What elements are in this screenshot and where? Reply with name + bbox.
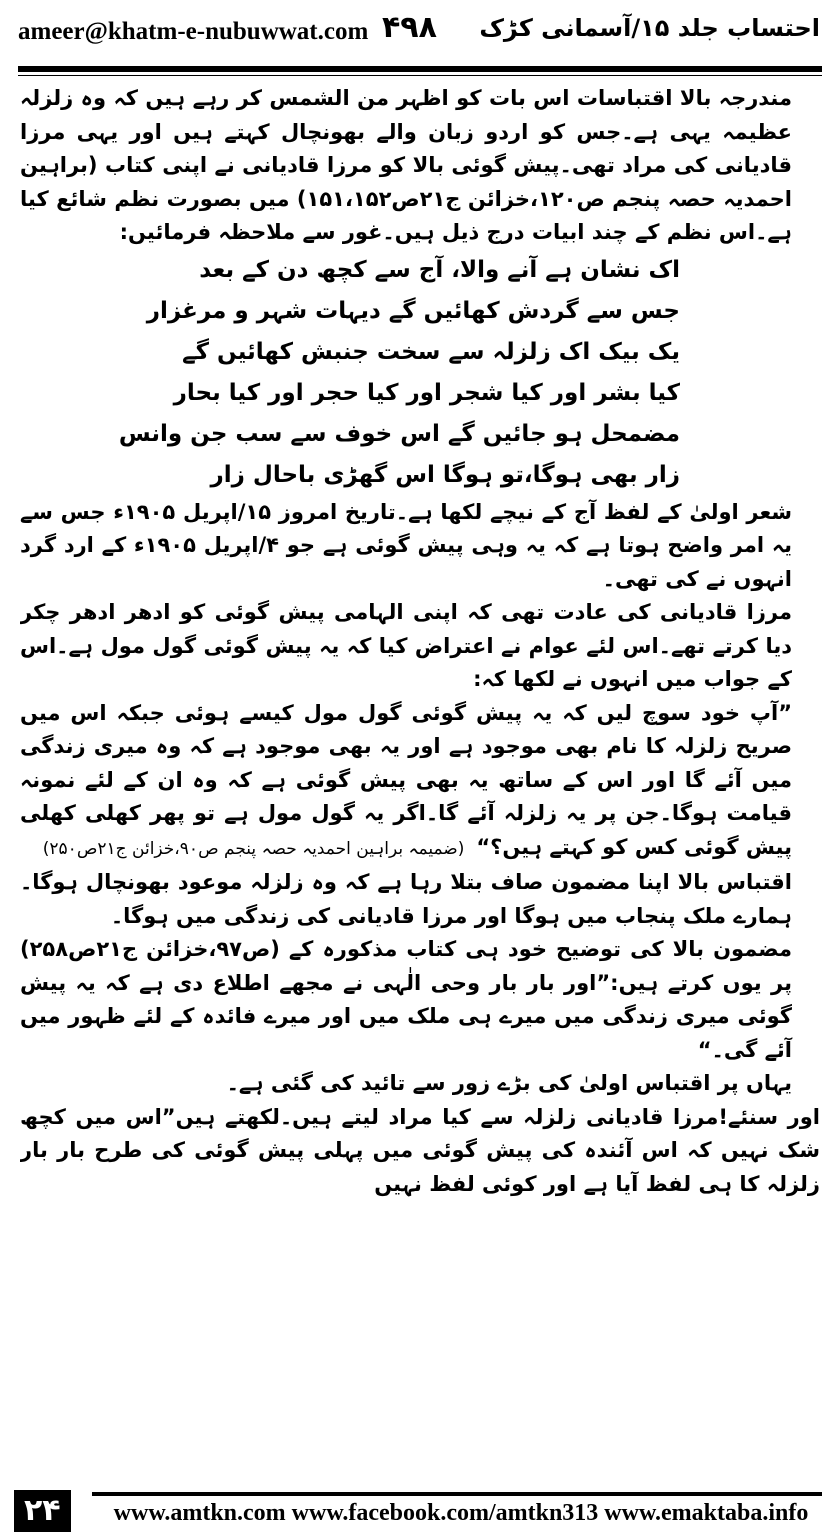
quote-text: ”آپ خود سوچ لیں کہ یہ پیش گوئی گول مول کیسے ہوئی جبکہ اس میں صریح زلزلہ کا نام بھی موجود ہے اور یہ بھی موجود ہے کہ وہ میری زندگی میں آئے گا اور اس کے ساتھ یہ بھی پیش گوئی ہے کہ وہ ان کے لئے نمونہ قیامت ہوگا۔جن پر یہ زلزلہ آئے گا۔اگر یہ گول مول ہے تو پھر کھلی کھلی پیش گوئی کس کو کہتے ہیں؟“ (20, 700, 792, 859)
header-page-number: ۴۹۸ (382, 10, 437, 45)
header-rule-thin (18, 75, 822, 76)
poem-line: اک نشان ہے آنے والا، آج سے کچھ دن کے بعد (199, 256, 680, 283)
paragraph-2: شعر اولیٰ کے لفظ آج کے نیچے لکھا ہے۔تاریخ امروز ۱۵/اپریل ۱۹۰۵ء جس سے یہ امر واضح ہوتا ہے کہ یہ وہی پیش گوئی ہے جو ۴/اپریل ۱۹۰۵ء کے ارد گرد انہوں نے کی تھی۔ (20, 499, 793, 591)
paragraph-3: مرزا قادیانی کی عادت تھی کہ اپنی الہامی پیش گوئی کو ادھر ادھر چکر دیا کرتے تھے۔اس لئے عوام نے اعتراض کیا کہ یہ پیش گوئی گول مول ہے۔اس کے جواب میں انہوں نے لکھا کہ: (20, 600, 792, 691)
quote-reference: (ضمیمہ براہین احمدیہ حصہ پنجم ص۹۰،خزائن ج۲۱ص۲۵۰) (42, 838, 465, 859)
header-email: ameer@khatm-e-nubuwwat.com (18, 18, 369, 45)
quote-paragraph (20, 697, 820, 867)
footer-urls: www.amtkn.com www.facebook.com/amtkn313 www.emaktaba.info (113, 1500, 809, 1526)
header-running-title: احتساب جلد ۱۵/آسمانی کڑک (479, 14, 820, 42)
poem-line: جس سے گردش کھائیں گے دیہات شہر و مرغزار (146, 297, 680, 324)
page-header (0, 0, 840, 72)
poem-line: زار بھی ہوگا،تو ہوگا اس گھڑی باحال زار (210, 461, 680, 488)
paragraph-5: اقتباس بالا اپنا مضمون صاف بتلا رہا ہے کہ وہ زلزلہ موعود بھونچال ہوگا۔ہمارے ملک پنجاب میں ہوگا اور مرزا قادیانی کی زندگی میں ہوگا۔ (20, 870, 792, 928)
poem-line: یک بیک اک زلزلہ سے سخت جنبش کھائیں گے (182, 338, 680, 365)
paragraph-8: اور سنئے!مرزا قادیانی زلزلہ سے کیا مراد لیتے ہیں۔لکھتے ہیں”اس میں کچھ شک نہیں کہ اس آئندہ کی پیش گوئی میں پہلی پیش گوئی کی طرح بار بار زلزلہ کا ہی لفظ آیا ہے اور کوئی لفظ نہیں (20, 1104, 820, 1196)
header-rule-thick (18, 66, 822, 72)
poem-line: مضمحل ہو جائیں گے اس خوف سے سب جن وانس (118, 420, 680, 447)
page-footer (0, 1486, 840, 1540)
poem-block (20, 250, 820, 496)
footer-rule (92, 1492, 822, 1496)
poem-line: کیا بشر اور کیا شجر اور کیا حجر اور کیا بحار (173, 379, 680, 406)
paragraph-6: مضمون بالا کی توضیح خود ہی کتاب مذکورہ کے (ص۹۷،خزائن ج۲۱ص۲۵۸) پر یوں کرتے ہیں:”اور بار بار وحی الٰہی نے مجھے اطلاع دی ہے کہ یہ پیش گوئی میری زندگی میں میرے ہی ملک میں اور میرے فائدہ کے لئے ظہور میں آئے گی۔“ (20, 937, 792, 1062)
footer-page-number: ۲۴ (14, 1490, 71, 1532)
page-body (20, 82, 820, 1477)
paragraph-7: یہاں پر اقتباس اولیٰ کی بڑے زور سے تائید کی گئی ہے۔ (226, 1071, 792, 1095)
paragraph-1: مندرجہ بالا اقتباسات اس بات کو اظہر من الشمس کر رہے ہیں کہ وہ زلزلہ عظیمہ یہی ہے۔جس کو اردو زبان والے بھونچال کہتے ہیں اور یہی مرزا قادیانی کی مراد تھی۔پیش گوئی بالا کو مرزا قادیانی نے اپنی کتاب (براہین احمدیہ حصہ پنجم ص۱۲۰،خزائن ج۲۱ص۱۵۱،۱۵۲) میں بصورت نظم شائع کیا ہے۔اس نظم کے چند ابیات درج ذیل ہیں۔غور سے ملاحظہ فرمائیں: (20, 86, 793, 244)
